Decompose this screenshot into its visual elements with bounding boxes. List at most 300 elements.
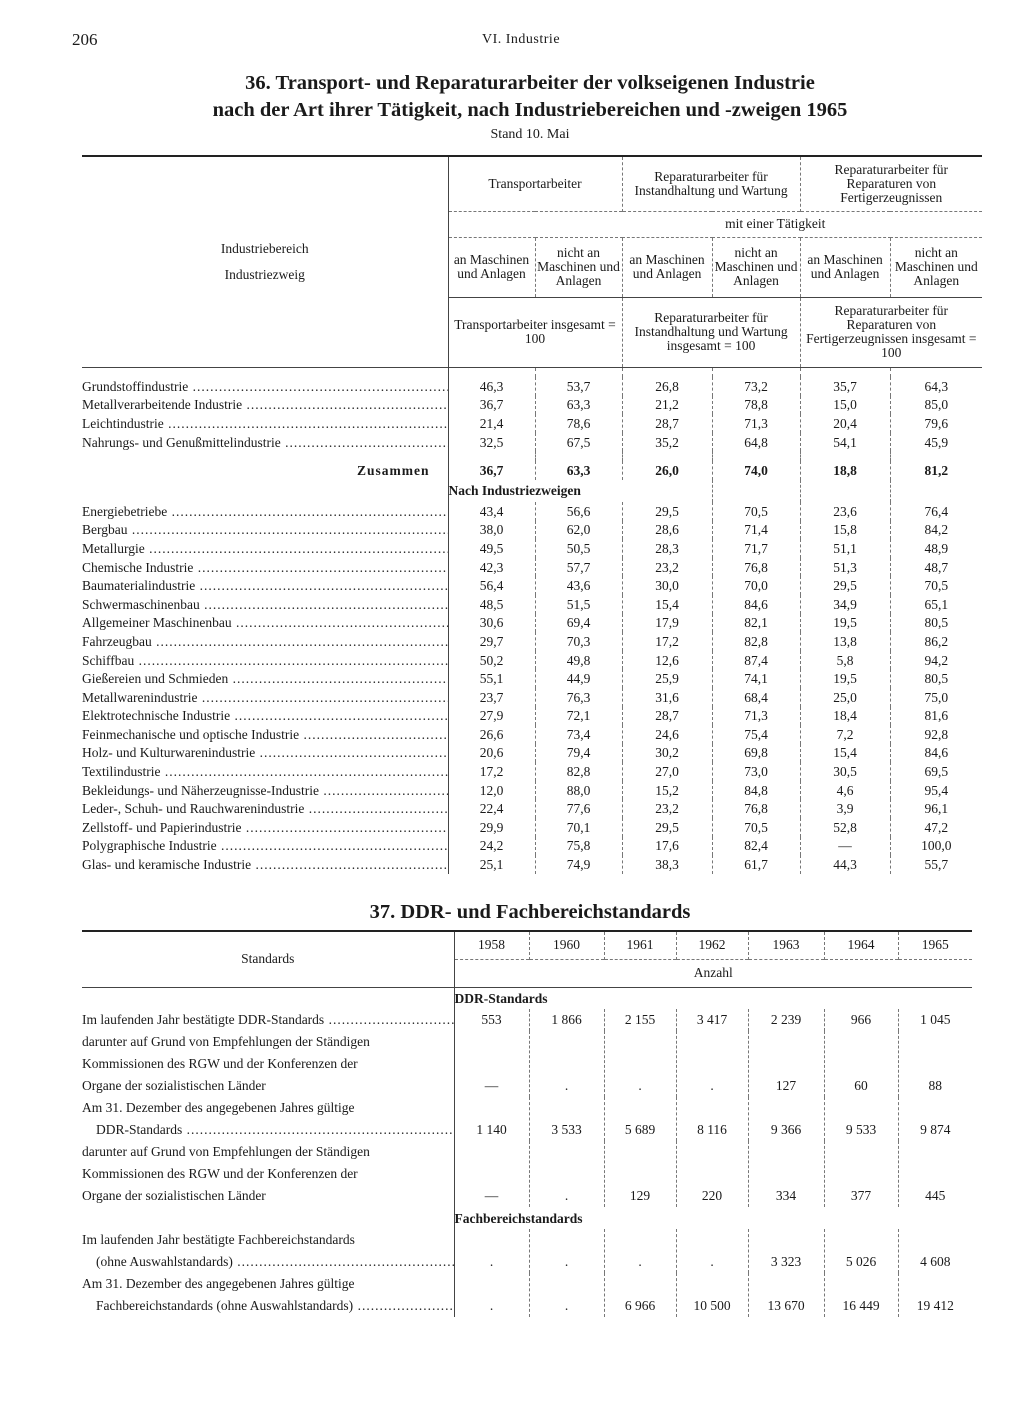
table-cell: 76,4 [890,502,982,521]
table-cell: 127 [748,1031,824,1097]
table-cell: 23,2 [622,558,712,577]
table-cell: 84,2 [890,521,982,540]
row-label: Metallwarenindustrie ..... [82,690,448,705]
row-label-cell [82,781,448,800]
table-row [82,707,982,726]
row-label-cell [82,651,448,670]
row-label: Nahrungs- und Genußmittelindustrie ..... [82,435,448,450]
row-label-cell [82,799,448,818]
row-label: Zellstoff- und Papierindustrie ..... [82,820,448,835]
table37-title: 37. DDR- und Fachbereichstandards [369,901,691,923]
table-cell: 84,8 [712,781,800,800]
row-label-line: Am 31. Dezember des angegebenen Jahres gültige [82,1276,355,1291]
table-cell: 25,1 [448,855,535,874]
table-cell: 2 239 [748,1009,824,1031]
table-cell: 82,8 [712,632,800,651]
table-cell: 9 874 [898,1097,972,1141]
table-row [82,744,982,763]
table-row [82,521,982,540]
table-cell: 71,4 [712,521,800,540]
table-cell: 80,5 [890,669,982,688]
table-cell: 70,5 [712,502,800,521]
table-cell: 24,6 [622,725,712,744]
year-header: 1964 [824,931,898,959]
table-cell: 68,4 [712,688,800,707]
row-label-line: Am 31. Dezember des angegebenen Jahres gültige [82,1100,355,1115]
table-cell: 18,8 [800,461,890,480]
row-label: Bekleidungs- und Näherzeugnisse-Industrie ..... [82,783,448,798]
table-cell: 30,6 [448,614,535,633]
table-row [82,669,982,688]
row-label-line: Im laufenden Jahr bestätigte DDR-Standards ..... [82,1009,454,1031]
table-row [82,433,982,452]
row-label: Metallverarbeitende Industrie ..... [82,397,448,412]
table-cell: 84,6 [712,595,800,614]
table-cell: 129 [604,1141,676,1207]
table-cell: 28,3 [622,539,712,558]
table-cell: 69,4 [535,614,622,633]
table-cell: 3 417 [676,1009,748,1031]
table-cell: 42,3 [448,558,535,577]
sub-header: nicht an Maschinen und Anlagen [535,237,622,297]
table-cell: 73,2 [712,377,800,396]
table-cell: 6 966 [604,1273,676,1317]
table-cell: 23,7 [448,688,535,707]
table-cell: 51,3 [800,558,890,577]
table-cell: 48,5 [448,595,535,614]
table-cell: 1 045 [898,1009,972,1031]
row-label-cell [82,1031,454,1097]
table-cell: 75,8 [535,837,622,856]
sub-header: nicht an Maschinen und Anlagen [712,237,800,297]
table-cell: 48,7 [890,558,982,577]
table-cell: — [800,837,890,856]
row-label: Glas- und keramische Industrie ..... [82,857,448,872]
base-header-reparaturen: Reparaturarbeiter für Reparaturen von Fertigerzeugnissen insgesamt = 100 [800,297,982,367]
table-cell: 76,8 [712,558,800,577]
table-cell: 17,2 [448,762,535,781]
table-cell: 19 412 [898,1273,972,1317]
year-header: 1958 [454,931,529,959]
table-cell: 334 [748,1141,824,1207]
table-cell: 63,3 [535,396,622,415]
table-row [82,855,982,874]
table-row [82,651,982,670]
table-cell: 73,0 [712,762,800,781]
table-cell: 43,6 [535,576,622,595]
table-cell: 55,1 [448,669,535,688]
table-cell: 100,0 [890,837,982,856]
row-label-cell [82,614,448,633]
table-cell: 26,6 [448,725,535,744]
table-cell: . [529,1229,604,1273]
table-cell: 21,2 [622,396,712,415]
row-label-cell [82,669,448,688]
table-cell: . [529,1141,604,1207]
table-cell: 15,4 [622,595,712,614]
table-cell: . [676,1229,748,1273]
row-label: Textilindustrie ..... [82,764,448,779]
table-cell: 52,8 [800,818,890,837]
table-cell: 3 533 [529,1097,604,1141]
table-cell: 88,0 [535,781,622,800]
table-cell: 64,8 [712,433,800,452]
table-cell: 553 [454,1009,529,1031]
section-heading-fachbereich: Fachbereichstandards [454,1207,972,1229]
table-cell: 31,6 [622,688,712,707]
table-row [82,502,982,521]
table-row [82,396,982,415]
table-cell: 74,9 [535,855,622,874]
table-cell: 5,8 [800,651,890,670]
table-cell: 70,5 [890,576,982,595]
table36-title-line1: 36. Transport- und Reparaturarbeiter der volkseigenen Industrie [245,72,815,94]
table-row [82,539,982,558]
row-label: Grundstoffindustrie ..... [82,379,448,394]
table-cell: 29,9 [448,818,535,837]
table-cell: 82,4 [712,837,800,856]
sub-header: an Maschinen und Anlagen [622,237,712,297]
table-row [82,1141,972,1207]
row-label-cell [82,576,448,595]
row-label: Elektrotechnische Industrie ..... [82,708,448,723]
table-cell: 3 323 [748,1229,824,1273]
row-label-line: Organe der sozialistischen Länder [82,1078,266,1093]
table-row [82,688,982,707]
table-cell: 46,3 [448,377,535,396]
table-cell: 26,8 [622,377,712,396]
table-cell: 74,0 [712,461,800,480]
table-cell: 50,2 [448,651,535,670]
base-header-transport: Transportarbeiter insgesamt = 100 [448,297,622,367]
year-header: 1963 [748,931,824,959]
table-cell: 5 689 [604,1097,676,1141]
table-cell: 96,1 [890,799,982,818]
table-cell: 28,7 [622,707,712,726]
table-row [82,614,982,633]
row-label: Metallurgie ..... [82,541,448,556]
table-cell: 28,6 [622,521,712,540]
table-cell: 30,2 [622,744,712,763]
table-row [82,414,982,433]
table-row [82,1273,972,1317]
table-cell: 49,5 [448,539,535,558]
table-cell: 70,1 [535,818,622,837]
table-cell: 69,5 [890,762,982,781]
table-cell: 29,5 [622,818,712,837]
row-label-cell [82,414,448,433]
table-cell: 44,3 [800,855,890,874]
table-cell: 36,7 [448,396,535,415]
table-cell: . [529,1273,604,1317]
row-label-cell [82,558,448,577]
table-cell: 15,2 [622,781,712,800]
row-label-cell [82,762,448,781]
row-label-line: Kommissionen des RGW und der Konferenzen der [82,1056,358,1071]
table-cell: 82,1 [712,614,800,633]
table-cell: . [529,1031,604,1097]
table-cell: 25,9 [622,669,712,688]
table-cell: 23,6 [800,502,890,521]
table-cell: 27,0 [622,762,712,781]
table-cell: 27,9 [448,707,535,726]
table-cell: 30,5 [800,762,890,781]
row-label-line: darunter auf Grund von Empfehlungen der Ständigen [82,1034,370,1049]
table-cell: 69,8 [712,744,800,763]
table-cell: 32,5 [448,433,535,452]
row-label-cell [82,377,448,396]
row-label-line: Im laufenden Jahr bestätigte Fachbereichstandards [82,1232,355,1247]
row-label-line: Kommissionen des RGW und der Konferenzen der [82,1166,358,1181]
row-label-cell [82,688,448,707]
row-label-cell [82,539,448,558]
row-label: Holz- und Kulturwarenindustrie ..... [82,745,448,760]
table-cell: 19,5 [800,614,890,633]
sub-header: an Maschinen und Anlagen [448,237,535,297]
table-cell: 74,1 [712,669,800,688]
row-label-cell [82,744,448,763]
table-cell: 54,1 [800,433,890,452]
table-cell: — [454,1141,529,1207]
table-cell: 53,7 [535,377,622,396]
row-label: Fahrzeugbau ..... [82,634,448,649]
row-label-line: DDR-Standards ..... [82,1119,454,1141]
section-title: VI. Industrie [482,32,561,47]
table-row [82,558,982,577]
table-row [82,632,982,651]
table-cell: 2 155 [604,1009,676,1031]
table-cell: 63,3 [535,461,622,480]
row-label: Baumaterialindustrie ..... [82,578,448,593]
table-row [82,377,982,396]
table-cell: . [454,1229,529,1273]
table-cell: 45,9 [890,433,982,452]
row-label: Polygraphische Industrie ..... [82,838,448,853]
table-cell: 17,6 [622,837,712,856]
row-label-cell [82,725,448,744]
table-cell: 35,2 [622,433,712,452]
table-cell: 16 449 [824,1273,898,1317]
table-cell: 49,8 [535,651,622,670]
table-cell: 38,3 [622,855,712,874]
table-cell: 70,3 [535,632,622,651]
table-cell: 15,4 [800,744,890,763]
table-cell: 1 866 [529,1009,604,1031]
total-row [82,461,982,480]
table-cell: 65,1 [890,595,982,614]
group-header-reparaturen: Reparaturarbeiter für Reparaturen von Fertigerzeugnissen [800,156,982,211]
row-label-cell [82,1273,454,1317]
stub-header [82,156,448,367]
table-cell: 17,9 [622,614,712,633]
table-row [82,799,982,818]
table-cell: 64,3 [890,377,982,396]
zweige-heading: Nach Industriezweigen [448,480,712,502]
table-row [82,1009,972,1031]
table-cell: 29,7 [448,632,535,651]
table-cell: 26,0 [622,461,712,480]
section-heading-ddr: DDR-Standards [454,987,972,1009]
row-label-cell [82,1009,454,1031]
table-cell: 4,6 [800,781,890,800]
table-cell: 70,5 [712,818,800,837]
table-cell: 76,3 [535,688,622,707]
row-label-cell [82,855,448,874]
table-row [82,1031,972,1097]
table-cell: 3,9 [800,799,890,818]
table-cell: 1 140 [454,1097,529,1141]
table-cell: 36,7 [448,461,535,480]
table-cell: 966 [824,1009,898,1031]
table-cell: 51,5 [535,595,622,614]
table-row [82,576,982,595]
table-cell: 71,7 [712,539,800,558]
table-cell: 51,1 [800,539,890,558]
year-header: 1960 [529,931,604,959]
table-cell: 38,0 [448,521,535,540]
sub-header: an Maschinen und Anlagen [800,237,890,297]
table-cell: 57,7 [535,558,622,577]
table-cell: 60 [824,1031,898,1097]
table-row [82,781,982,800]
table-cell: 95,4 [890,781,982,800]
row-label: Energiebetriebe ..... [82,504,448,519]
row-label: Leichtindustrie ..... [82,416,448,431]
table-cell: 86,2 [890,632,982,651]
table-cell: 56,4 [448,576,535,595]
row-label: Leder-, Schuh- und Rauchwarenindustrie ..... [82,801,448,816]
table-cell: 34,9 [800,595,890,614]
table-row [82,837,982,856]
table-cell: 80,5 [890,614,982,633]
table-cell: 19,5 [800,669,890,688]
table-cell: 78,6 [535,414,622,433]
row-label-cell [82,818,448,837]
row-label-cell [82,1097,454,1141]
table-cell: 30,0 [622,576,712,595]
row-label-cell [82,396,448,415]
table-cell: 25,0 [800,688,890,707]
table-cell: 84,6 [890,744,982,763]
table-cell: . [604,1031,676,1097]
table-cell: 70,0 [712,576,800,595]
table-cell: 23,2 [622,799,712,818]
row-label: Gießereien und Schmieden ..... [82,671,448,686]
table37 [82,930,972,1317]
table36-subtitle: Stand 10. Mai [490,127,570,142]
table-cell: . [604,1229,676,1273]
row-label-line: Fachbereichstandards (ohne Auswahlstandards) ..... [82,1295,454,1317]
table-cell: 5 026 [824,1229,898,1273]
table-cell: 4 608 [898,1229,972,1273]
table-cell: 20,6 [448,744,535,763]
table-cell: 82,8 [535,762,622,781]
table-cell: 28,7 [622,414,712,433]
row-label-cell [82,521,448,540]
table-cell: 87,4 [712,651,800,670]
table-row [82,1097,972,1141]
table-cell: 81,6 [890,707,982,726]
stub-header-bereich: Industriebereich [220,240,309,256]
table-cell: 78,8 [712,396,800,415]
table-cell: 445 [898,1141,972,1207]
row-label: Feinmechanische und optische Industrie ..... [82,727,448,742]
table-cell: 9 533 [824,1097,898,1141]
group-header-instandhaltung: Reparaturarbeiter für Instandhaltung und Wartung [622,156,800,211]
year-header: 1961 [604,931,676,959]
row-label: Schwermaschinenbau ..... [82,597,448,612]
table-row [82,725,982,744]
table-cell: 9 366 [748,1097,824,1141]
table-cell: 22,4 [448,799,535,818]
row-label-line: darunter auf Grund von Empfehlungen der Ständigen [82,1144,370,1159]
table-cell: 61,7 [712,855,800,874]
table-cell: 220 [676,1141,748,1207]
table-cell: 29,5 [800,576,890,595]
page-number: 206 [72,30,98,49]
table-cell: 35,7 [800,377,890,396]
base-header-instandhaltung: Reparaturarbeiter für Instandhaltung und Wartung insgesamt = 100 [622,297,800,367]
table-cell: 71,3 [712,414,800,433]
table-row [82,1229,972,1273]
table-cell: 71,3 [712,707,800,726]
table-cell: 47,2 [890,818,982,837]
group-header-transport: Transportarbeiter [448,156,622,211]
table-cell: 21,4 [448,414,535,433]
table-cell: 7,2 [800,725,890,744]
table-cell: 62,0 [535,521,622,540]
row-label: Chemische Industrie ..... [82,560,448,575]
row-label: Allgemeiner Maschinenbau ..... [82,615,448,630]
row-label-cell [82,632,448,651]
row-label-cell [82,433,448,452]
table-cell: 77,6 [535,799,622,818]
table-cell: 88 [898,1031,972,1097]
table-cell: 73,4 [535,725,622,744]
row-label: Bergbau ..... [82,522,448,537]
table-cell: 76,8 [712,799,800,818]
table-cell: 43,4 [448,502,535,521]
table-cell: 92,8 [890,725,982,744]
table-cell: 18,4 [800,707,890,726]
table-row [82,595,982,614]
table-cell: 67,5 [535,433,622,452]
table-cell: 8 116 [676,1097,748,1141]
total-label: Zusammen [356,463,430,479]
activity-header: mit einer Tätigkeit [448,211,982,237]
row-label-line: (ohne Auswahlstandards) ..... [82,1251,454,1273]
stub-header-zweig: Industriezweig [224,266,305,282]
page-header [72,30,972,52]
table36-title-line2: nach der Art ihrer Tätigkeit, nach Industriebereichen und -zweigen 1965 [212,99,848,121]
row-label-cell [82,707,448,726]
year-header: 1962 [676,931,748,959]
table-cell: 44,9 [535,669,622,688]
year-header: 1965 [898,931,972,959]
table-cell: 13,8 [800,632,890,651]
table-cell: 20,4 [800,414,890,433]
table-row [82,762,982,781]
table-row [82,818,982,837]
row-label-line: Organe der sozialistischen Länder [82,1188,266,1203]
table-cell: 56,6 [535,502,622,521]
table-cell: — [454,1031,529,1097]
table-cell: 10 500 [676,1273,748,1317]
table-cell: 24,2 [448,837,535,856]
table-cell: 377 [824,1141,898,1207]
table36 [82,155,982,874]
row-label-cell [82,1229,454,1273]
